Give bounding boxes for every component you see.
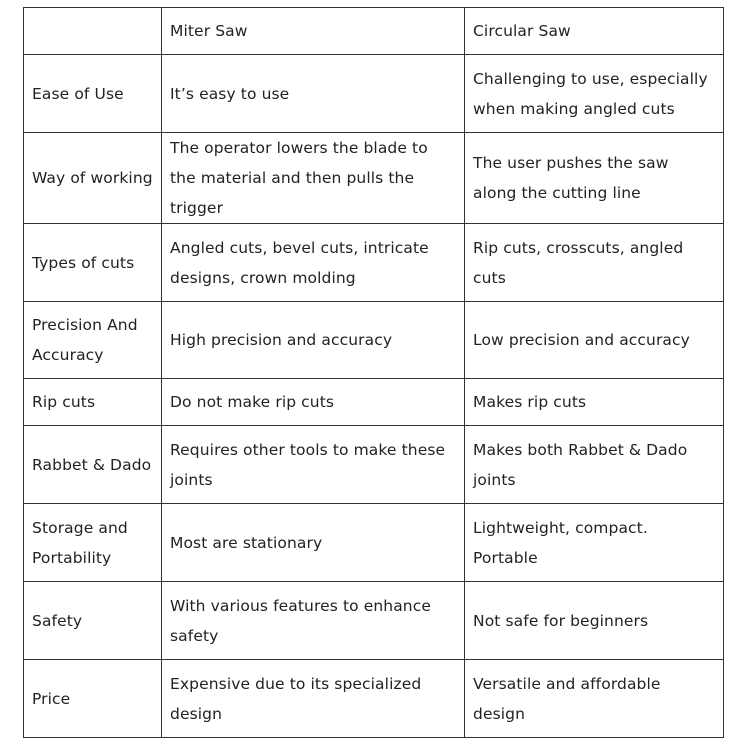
miter-saw-cell: Requires other tools to make these joints bbox=[162, 426, 465, 504]
circular-saw-cell: Versatile and affordable design bbox=[465, 660, 724, 738]
header-cell-miter-saw: Miter Saw bbox=[162, 8, 465, 55]
row-label: Precision And Accuracy bbox=[24, 302, 162, 379]
miter-saw-cell: Angled cuts, bevel cuts, intricate designs, crown molding bbox=[162, 224, 465, 302]
circular-saw-cell: Makes rip cuts bbox=[465, 379, 724, 426]
table-row bbox=[24, 660, 724, 738]
miter-saw-cell: Most are stationary bbox=[162, 504, 465, 582]
miter-saw-cell: High precision and accuracy bbox=[162, 302, 465, 379]
table-row bbox=[24, 379, 724, 426]
row-label: Ease of Use bbox=[24, 55, 162, 133]
table-row bbox=[24, 426, 724, 504]
circular-saw-cell: Lightweight, compact. Portable bbox=[465, 504, 724, 582]
miter-saw-cell: Expensive due to its specialized design bbox=[162, 660, 465, 738]
circular-saw-cell: Not safe for beginners bbox=[465, 582, 724, 660]
header-row bbox=[24, 8, 724, 55]
table-row bbox=[24, 582, 724, 660]
row-label: Rabbet & Dado bbox=[24, 426, 162, 504]
miter-saw-cell: Do not make rip cuts bbox=[162, 379, 465, 426]
miter-saw-cell: It’s easy to use bbox=[162, 55, 465, 133]
row-label: Storage and Portability bbox=[24, 504, 162, 582]
row-label: Safety bbox=[24, 582, 162, 660]
table-row bbox=[24, 504, 724, 582]
comparison-table bbox=[23, 7, 724, 738]
row-label: Types of cuts bbox=[24, 224, 162, 302]
row-label: Way of working bbox=[24, 133, 162, 224]
circular-saw-cell: Challenging to use, especially when making angled cuts bbox=[465, 55, 724, 133]
circular-saw-cell: The user pushes the saw along the cutting line bbox=[465, 133, 724, 224]
table-row bbox=[24, 224, 724, 302]
circular-saw-cell: Makes both Rabbet & Dado joints bbox=[465, 426, 724, 504]
circular-saw-cell: Rip cuts, crosscuts, angled cuts bbox=[465, 224, 724, 302]
circular-saw-cell: Low precision and accuracy bbox=[465, 302, 724, 379]
header-cell-empty bbox=[24, 8, 162, 55]
header-cell-circular-saw: Circular Saw bbox=[465, 8, 724, 55]
table-row bbox=[24, 55, 724, 133]
miter-saw-cell: With various features to enhance safety bbox=[162, 582, 465, 660]
row-label: Price bbox=[24, 660, 162, 738]
table-row bbox=[24, 302, 724, 379]
table-row bbox=[24, 133, 724, 224]
row-label: Rip cuts bbox=[24, 379, 162, 426]
miter-saw-cell: The operator lowers the blade to the material and then pulls the trigger bbox=[162, 133, 465, 224]
